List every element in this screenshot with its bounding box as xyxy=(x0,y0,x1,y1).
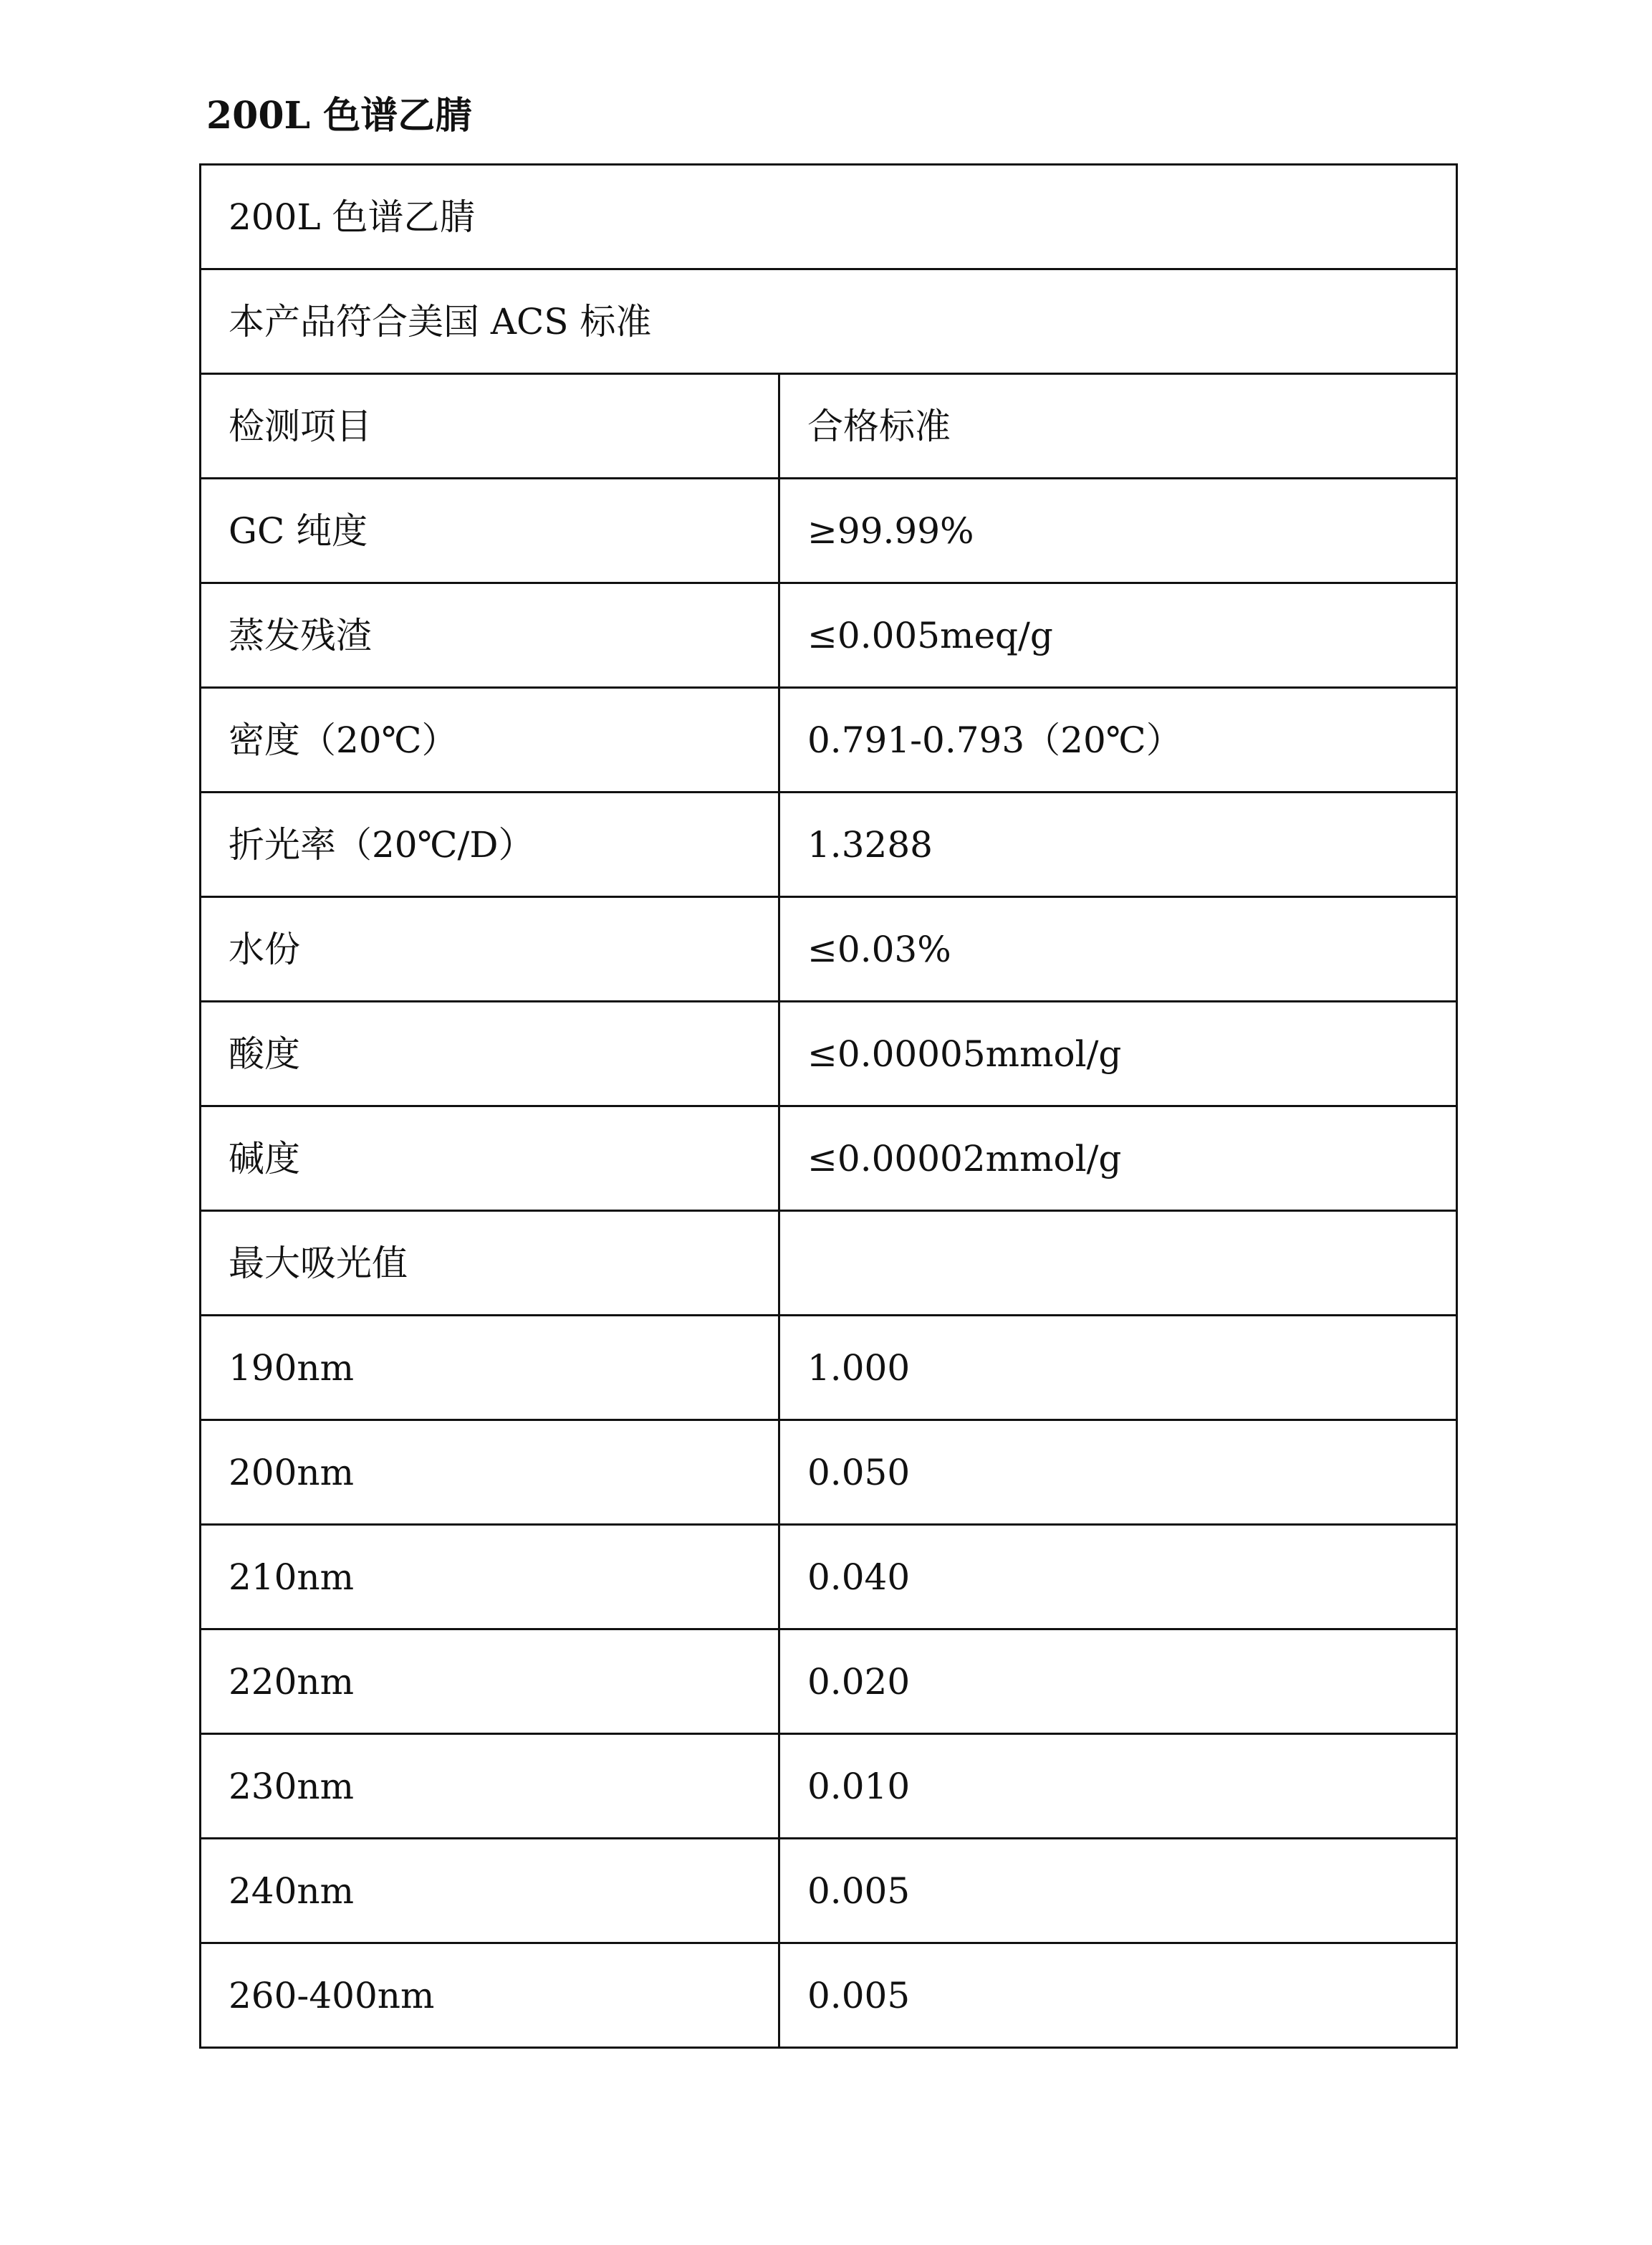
standard-cell: 0.040 xyxy=(779,1525,1457,1629)
item-cell: 碱度 xyxy=(201,1106,779,1211)
table-row xyxy=(201,1106,1457,1211)
table-standard-row xyxy=(201,269,1457,374)
standard-cell: ≤0.005meq/g xyxy=(779,583,1457,688)
table-title-cell: 200L 色谱乙腈 xyxy=(201,165,1457,269)
table-standard-cell: 本产品符合美国 ACS 标准 xyxy=(201,269,1457,374)
item-cell: 200nm xyxy=(201,1420,779,1525)
table-row xyxy=(201,583,1457,688)
table-row xyxy=(201,479,1457,583)
table-row xyxy=(201,1943,1457,2048)
standard-cell xyxy=(779,1211,1457,1316)
item-cell: 酸度 xyxy=(201,1002,779,1106)
item-cell: 240nm xyxy=(201,1839,779,1943)
table-row xyxy=(201,1734,1457,1839)
item-cell: 蒸发残渣 xyxy=(201,583,779,688)
standard-cell: 1.000 xyxy=(779,1316,1457,1420)
item-cell: 210nm xyxy=(201,1525,779,1629)
item-cell: 220nm xyxy=(201,1629,779,1734)
table-row xyxy=(201,897,1457,1002)
item-cell: 密度（20℃） xyxy=(201,688,779,793)
standard-cell: 0.050 xyxy=(779,1420,1457,1525)
item-cell: 190nm xyxy=(201,1316,779,1420)
table-row xyxy=(201,1316,1457,1420)
standard-cell: ≤0.03% xyxy=(779,897,1457,1002)
document-title: 200L 色谱乙腈 xyxy=(206,94,473,138)
item-cell: GC 纯度 xyxy=(201,479,779,583)
standard-cell: 0.020 xyxy=(779,1629,1457,1734)
item-cell: 水份 xyxy=(201,897,779,1002)
item-cell: 230nm xyxy=(201,1734,779,1839)
standard-cell: 0.010 xyxy=(779,1734,1457,1839)
item-cell: 最大吸光值 xyxy=(201,1211,779,1316)
table-title-row xyxy=(201,165,1457,269)
table-row xyxy=(201,793,1457,897)
spec-table xyxy=(199,163,1458,2049)
item-cell: 折光率（20℃/D） xyxy=(201,793,779,897)
column-header-item: 检测项目 xyxy=(201,374,779,479)
standard-cell: ≤0.00005mmol/g xyxy=(779,1002,1457,1106)
table-row xyxy=(201,1839,1457,1943)
item-cell: 260-400nm xyxy=(201,1943,779,2048)
standard-cell: 0.005 xyxy=(779,1839,1457,1943)
standard-cell: 1.3288 xyxy=(779,793,1457,897)
standard-cell: ≥99.99% xyxy=(779,479,1457,583)
table-row xyxy=(201,1629,1457,1734)
standard-cell: 0.791-0.793（20℃） xyxy=(779,688,1457,793)
table-header-row xyxy=(201,374,1457,479)
table-row xyxy=(201,688,1457,793)
table-row xyxy=(201,1525,1457,1629)
table-row xyxy=(201,1002,1457,1106)
column-header-standard: 合格标准 xyxy=(779,374,1457,479)
table-row xyxy=(201,1420,1457,1525)
standard-cell: ≤0.00002mmol/g xyxy=(779,1106,1457,1211)
standard-cell: 0.005 xyxy=(779,1943,1457,2048)
table-row xyxy=(201,1211,1457,1316)
